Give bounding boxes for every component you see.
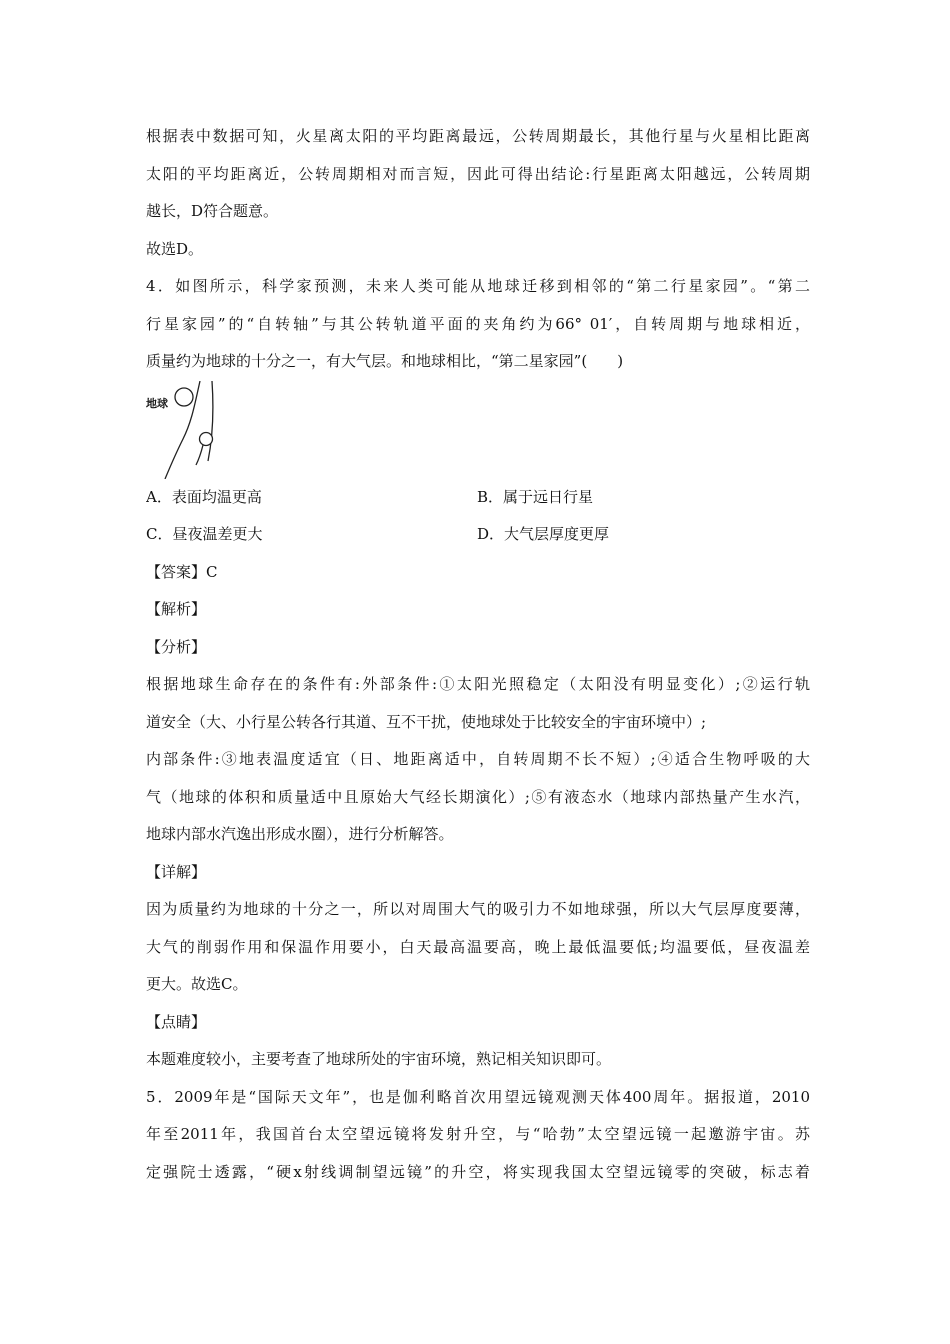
earth-circle	[175, 388, 193, 406]
fenxi-line: 根据地球生命存在的条件有:外部条件:①太阳光照稳定（太阳没有明显变化）;②运行轨	[146, 675, 810, 693]
xiangjie-heading: 【详解】	[146, 862, 207, 881]
second-planet-tail	[196, 445, 203, 465]
orbit-diagram	[146, 381, 266, 479]
dianjing-heading: 【点睛】	[146, 1012, 207, 1031]
text-line: 故选D。	[146, 239, 204, 258]
option-d[interactable]: D．大气层厚度更厚	[477, 525, 610, 543]
document-page	[146, 118, 810, 1191]
text-line: 根据表中数据可知，火星离太阳的平均距离最远，公转周期最长，其他行星与火星相比距离	[146, 127, 810, 145]
xiangjie-line: 大气的削弱作用和保温作用要小，白天最高温要高，晚上最低温要低;均温要低，昼夜温差	[146, 937, 810, 956]
question-4-line: 行星家园”的“自转轴”与其公转轨道平面的夹角约为66° 01′，自转周期与地球相近，	[146, 314, 810, 333]
fenxi-heading: 【分析】	[146, 637, 207, 656]
question-5-line: 定强院士透露，“硬x射线调制望远镜”的升空，将实现我国太空望远镜零的突破，标志着	[146, 1162, 810, 1181]
second-planet-orbit-line	[208, 381, 213, 461]
second-planet-circle	[200, 432, 213, 445]
fenxi-line: 地球内部水汽逸出形成水圈），进行分析解答。	[146, 825, 454, 843]
jiexi-heading: 【解析】	[146, 600, 207, 618]
answer: 【答案】C	[146, 562, 218, 581]
option-b[interactable]: B．属于远日行星	[477, 487, 594, 506]
dianjing-line: 本题难度较小，主要考查了地球所处的宇宙环境，熟记相关知识即可。	[146, 1050, 612, 1068]
orbit-figure	[146, 381, 810, 479]
options-row	[146, 479, 810, 517]
fenxi-line: 道安全（大、小行星公转各行其道、互不干扰，使地球处于比较安全的宇宙环境中）;	[146, 712, 707, 731]
fenxi-line: 内部条件:③地表温度适宜（日、地距离适中，自转周期不长不短）;④适合生物呼吸的大	[146, 750, 810, 768]
xiangjie-line: 因为质量约为地球的十分之一，所以对周围大气的吸引力不如地球强，所以大气层厚度要薄，	[146, 900, 810, 918]
figure-label-earth: 地球	[146, 396, 168, 410]
text-line: 太阳的平均距离近，公转周期相对而言短，因此可得出结论:行星距离太阳越远，公转周期	[146, 164, 810, 183]
question-5-line: 年至2011年，我国首台太空望远镜将发射升空，与“哈勃”太空望远镜一起邀游宇宙。苏	[146, 1125, 810, 1143]
question-4-line: 4．如图所示，科学家预测，未来人类可能从地球迁移到相邻的“第二行星家园”。“第二	[146, 277, 810, 295]
question-4-line: 质量约为地球的十分之一，有大气层。和地球相比，“第二星家园”( )	[146, 352, 624, 370]
option-c[interactable]: C．昼夜温差更大	[146, 525, 263, 543]
xiangjie-line: 更大。故选C。	[146, 975, 248, 993]
options-row	[146, 516, 810, 554]
option-a[interactable]: A．表面均温更高	[146, 487, 262, 506]
question-5-line: 5．2009年是“国际天文年”，也是伽利略首次用望远镜观测天体400周年。据报道，2010	[146, 1087, 810, 1106]
fenxi-line: 气（地球的体积和质量适中且原始大气经长期演化）;⑤有液态水（地球内部热量产生水汽，	[146, 787, 810, 806]
text-line: 越长，D符合题意。	[146, 202, 279, 220]
